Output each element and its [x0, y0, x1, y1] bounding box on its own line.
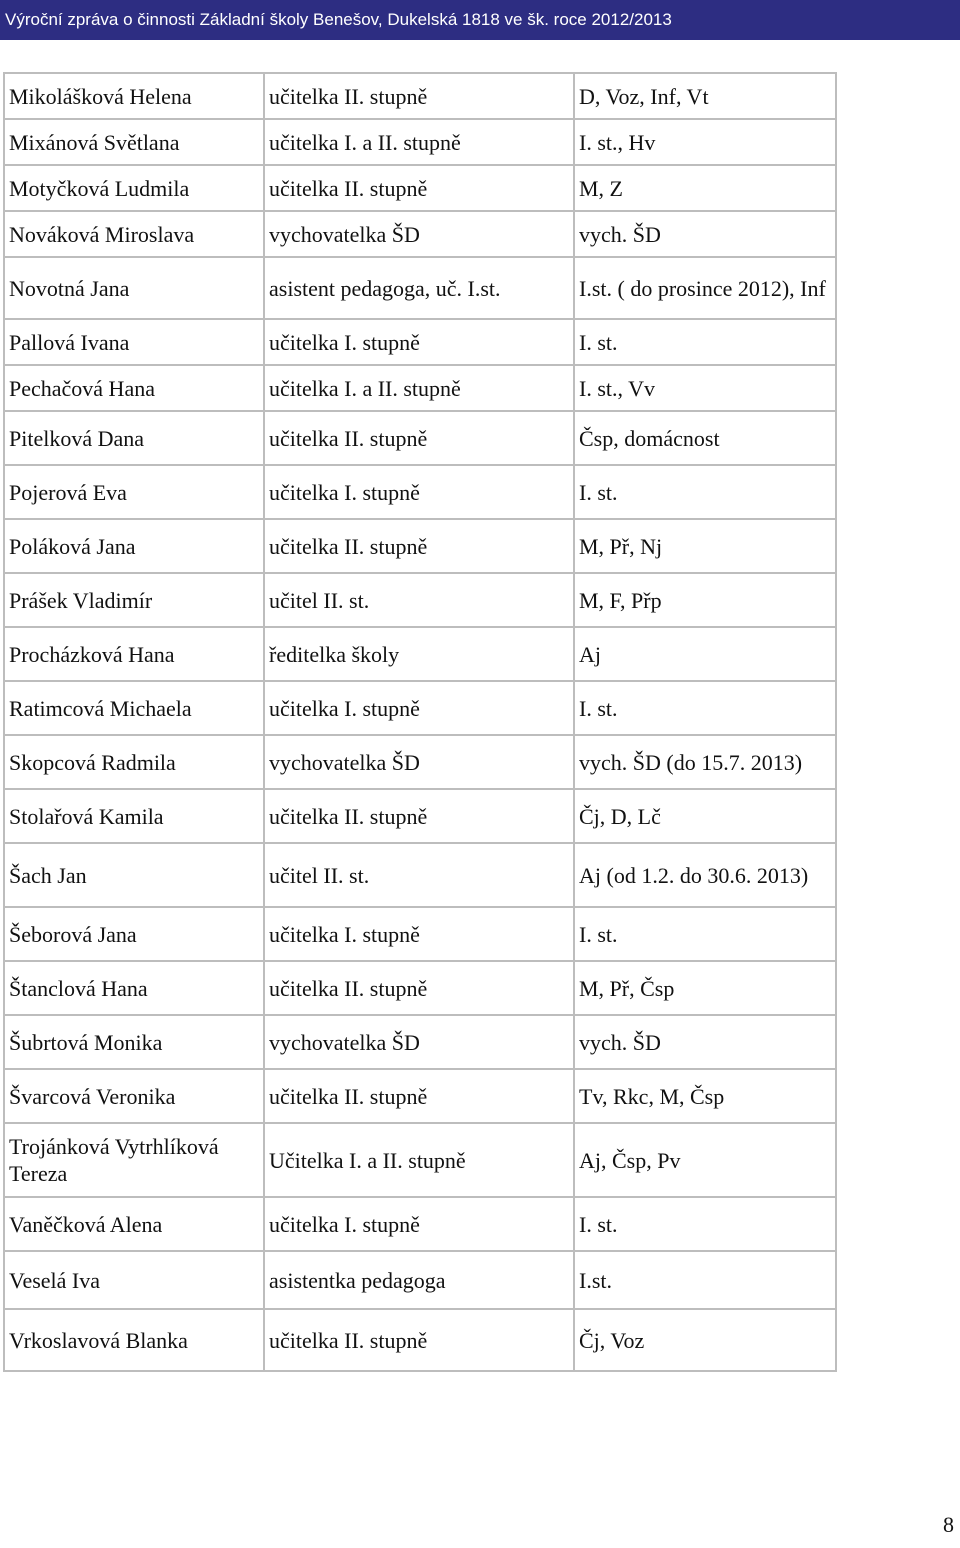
staff-subjects-cell: I.st. [574, 1251, 836, 1309]
staff-subjects-cell: vych. ŠD [574, 1015, 836, 1069]
staff-name-cell: Ratimcová Michaela [4, 681, 264, 735]
staff-subjects-cell: M, Př, Čsp [574, 961, 836, 1015]
staff-position-cell: učitelka I. a II. stupně [264, 365, 574, 411]
staff-name-cell: Skopcová Radmila [4, 735, 264, 789]
staff-subjects-cell: M, F, Přp [574, 573, 836, 627]
table-row [4, 1309, 836, 1371]
table-row [4, 257, 836, 319]
staff-subjects-cell: I. st. [574, 1197, 836, 1251]
staff-name-cell: Vaněčková Alena [4, 1197, 264, 1251]
staff-name-cell: Mikolášková Helena [4, 73, 264, 119]
staff-subjects-cell: Čsp, domácnost [574, 411, 836, 465]
table-row [4, 465, 836, 519]
staff-subjects-cell: I.st. ( do prosince 2012), Inf [574, 257, 836, 319]
table-row [4, 843, 836, 907]
staff-subjects-cell: vych. ŠD (do 15.7. 2013) [574, 735, 836, 789]
staff-position-cell: učitelka I. stupně [264, 465, 574, 519]
staff-name-cell: Novotná Jana [4, 257, 264, 319]
table-row [4, 627, 836, 681]
staff-position-cell: učitelka II. stupně [264, 1069, 574, 1123]
staff-position-cell: učitelka II. stupně [264, 1309, 574, 1371]
staff-position-cell: učitelka II. stupně [264, 519, 574, 573]
table-row [4, 961, 836, 1015]
staff-name-cell: Šeborová Jana [4, 907, 264, 961]
table-row [4, 1069, 836, 1123]
table-row [4, 1015, 836, 1069]
staff-subjects-cell: Čj, D, Lč [574, 789, 836, 843]
staff-name-cell: Veselá Iva [4, 1251, 264, 1309]
staff-position-cell: učitelka II. stupně [264, 73, 574, 119]
staff-name-cell: Procházková Hana [4, 627, 264, 681]
table-row [4, 1123, 836, 1197]
staff-name-cell: Štanclová Hana [4, 961, 264, 1015]
staff-name-cell: Pitelková Dana [4, 411, 264, 465]
table-row [4, 73, 836, 119]
staff-position-cell: učitelka II. stupně [264, 411, 574, 465]
document-title: Výroční zpráva o činnosti Základní školy Benešov, Dukelská 1818 ve šk. roce 2012/2013 [5, 10, 672, 29]
staff-table-body [4, 73, 836, 1371]
staff-name-cell: Vrkoslavová Blanka [4, 1309, 264, 1371]
staff-position-cell: učitelka II. stupně [264, 165, 574, 211]
table-row [4, 681, 836, 735]
staff-subjects-cell: Tv, Rkc, M, Čsp [574, 1069, 836, 1123]
staff-name-cell: Šach Jan [4, 843, 264, 907]
table-row [4, 319, 836, 365]
table-row [4, 735, 836, 789]
staff-subjects-cell: I. st. [574, 319, 836, 365]
table-row [4, 411, 836, 465]
staff-subjects-cell: I. st. [574, 681, 836, 735]
staff-subjects-cell: Čj, Voz [574, 1309, 836, 1371]
staff-name-cell: Pojerová Eva [4, 465, 264, 519]
staff-name-cell: Poláková Jana [4, 519, 264, 573]
staff-position-cell: učitelka I. stupně [264, 907, 574, 961]
staff-position-cell: asistentka pedagoga [264, 1251, 574, 1309]
staff-name-cell: Mixánová Světlana [4, 119, 264, 165]
staff-position-cell: vychovatelka ŠD [264, 1015, 574, 1069]
table-row [4, 519, 836, 573]
staff-subjects-cell: Aj (od 1.2. do 30.6. 2013) [574, 843, 836, 907]
staff-position-cell: Učitelka I. a II. stupně [264, 1123, 574, 1197]
staff-subjects-cell: vych. ŠD [574, 211, 836, 257]
staff-position-cell: učitelka I. stupně [264, 319, 574, 365]
staff-position-cell: vychovatelka ŠD [264, 735, 574, 789]
staff-position-cell: učitelka II. stupně [264, 789, 574, 843]
staff-position-cell: učitel II. st. [264, 573, 574, 627]
table-row [4, 907, 836, 961]
staff-name-cell: Motyčková Ludmila [4, 165, 264, 211]
table-row [4, 789, 836, 843]
staff-table [3, 72, 837, 1372]
staff-subjects-cell: M, Př, Nj [574, 519, 836, 573]
document-header [0, 0, 960, 40]
table-row [4, 1197, 836, 1251]
staff-position-cell: vychovatelka ŠD [264, 211, 574, 257]
staff-name-cell: Pechačová Hana [4, 365, 264, 411]
table-row [4, 1251, 836, 1309]
table-row [4, 365, 836, 411]
page-number: 8 [943, 1512, 954, 1537]
staff-name-cell: Nováková Miroslava [4, 211, 264, 257]
staff-position-cell: učitelka I. a II. stupně [264, 119, 574, 165]
table-row [4, 573, 836, 627]
staff-name-cell: Pallová Ivana [4, 319, 264, 365]
staff-name-cell: Stolařová Kamila [4, 789, 264, 843]
staff-subjects-cell: Aj, Čsp, Pv [574, 1123, 836, 1197]
staff-position-cell: ředitelka školy [264, 627, 574, 681]
table-row [4, 211, 836, 257]
table-row [4, 119, 836, 165]
staff-name-cell: Švarcová Veronika [4, 1069, 264, 1123]
staff-subjects-cell: I. st. [574, 465, 836, 519]
staff-subjects-cell: Aj [574, 627, 836, 681]
staff-name-cell: Šubrtová Monika [4, 1015, 264, 1069]
staff-position-cell: učitelka I. stupně [264, 681, 574, 735]
staff-subjects-cell: I. st., Hv [574, 119, 836, 165]
staff-name-cell: Trojánková Vytrhlíková Tereza [4, 1123, 264, 1197]
staff-subjects-cell: I. st. [574, 907, 836, 961]
staff-position-cell: učitelka II. stupně [264, 961, 574, 1015]
staff-name-cell: Prášek Vladimír [4, 573, 264, 627]
staff-subjects-cell: M, Z [574, 165, 836, 211]
staff-position-cell: učitel II. st. [264, 843, 574, 907]
table-row [4, 165, 836, 211]
staff-subjects-cell: I. st., Vv [574, 365, 836, 411]
staff-subjects-cell: D, Voz, Inf, Vt [574, 73, 836, 119]
staff-position-cell: asistent pedagoga, uč. I.st. [264, 257, 574, 319]
staff-position-cell: učitelka I. stupně [264, 1197, 574, 1251]
